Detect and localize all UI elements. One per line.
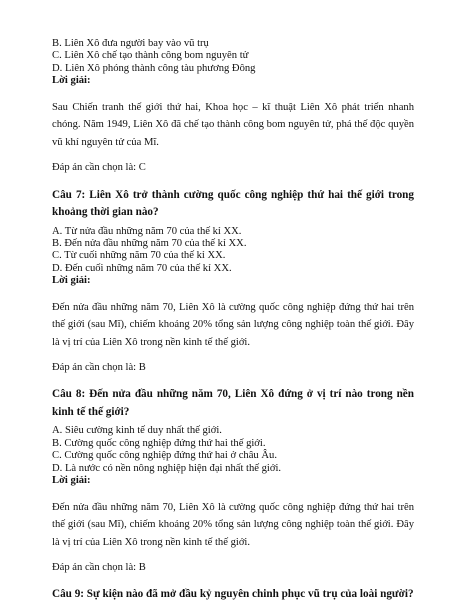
q8-option-a: A. Siêu cường kinh tế duy nhất thế giới.: [52, 425, 222, 437]
q7-answer-line: Đáp án cần chọn là: B: [52, 362, 146, 374]
q8-solution-explanation: Đến nửa đầu những năm 70, Liên Xô là cường quốc công nghiệp đứng thứ hai trên thế giới (sau Mĩ), chiếm khoảng 20% tổng sản lượng công nghiệp toàn thế giới. Đây là vị trí của Liên Xô trong nền kinh tế thế giới.: [52, 501, 414, 548]
q7-option-d: D. Đến cuối những năm 70 của thế kỉ XX.: [52, 262, 232, 274]
q7-option-a: A. Từ nửa đầu những năm 70 của thế kỉ XX.: [52, 225, 242, 237]
q7-solution-explanation: Đến nửa đầu những năm 70, Liên Xô là cường quốc công nghiệp đứng thứ hai trên thế giới (sau Mĩ), chiếm khoảng 20% tổng sản lượng công nghiệp toàn thế giới. Đây là vị trí của Liên Xô trong nền kinh tế thế giới.: [52, 301, 414, 348]
option-b: B. Liên Xô đưa người bay vào vũ trụ: [52, 38, 209, 49]
q8-option-d: D. Là nước có nền nông nghiệp hiện đại nhất thế giới.: [52, 462, 282, 474]
question-7: Câu 7: Liên Xô trở thành cường quốc công nghiệp thứ hai thế giới trong khoảng thời gian nào?: [52, 188, 414, 219]
q7-option-c: C. Từ cuối những năm 70 của thế kỉ XX.: [52, 250, 226, 262]
question-8: Câu 8: Đến nửa đầu những năm 70, Liên Xô đứng ở vị trí nào trong nền kinh tế thế giới?: [52, 388, 414, 418]
q7-option-b: B. Đến nửa đầu những năm 70 của thế kỉ XX.: [52, 237, 247, 249]
q8-option-b: B. Cường quốc công nghiệp đứng thứ hai thế giới.: [52, 437, 266, 449]
q8-solution-label: Lời giải:: [52, 475, 91, 487]
solution-label: Lời giải:: [52, 75, 91, 87]
q8-answer-line: Đáp án cần chọn là: B: [52, 562, 146, 573]
solution-explanation: Sau Chiến tranh thế giới thứ hai, Khoa học – kĩ thuật Liên Xô phát triển nhanh chóng. Năm 1949, Liên Xô đã chế tạo thành công bom nguyên tử, phá thế độc quyền vũ khí nguyên tử của Mĩ.: [52, 101, 414, 148]
option-c: C. Liên Xô chế tạo thành công bom nguyên tử: [52, 50, 249, 62]
option-d: D. Liên Xô phóng thành công tàu phương Đông: [52, 62, 256, 74]
q8-option-c: C. Cường quốc công nghiệp đứng thứ hai ở châu Âu.: [52, 450, 277, 462]
answer-line: Đáp án cần chọn là: C: [52, 162, 146, 174]
q7-solution-label: Lời giải:: [52, 275, 91, 287]
question-9: Câu 9: Sự kiện nào đã mở đầu kỷ nguyên chinh phục vũ trụ của loài người?: [52, 588, 414, 601]
